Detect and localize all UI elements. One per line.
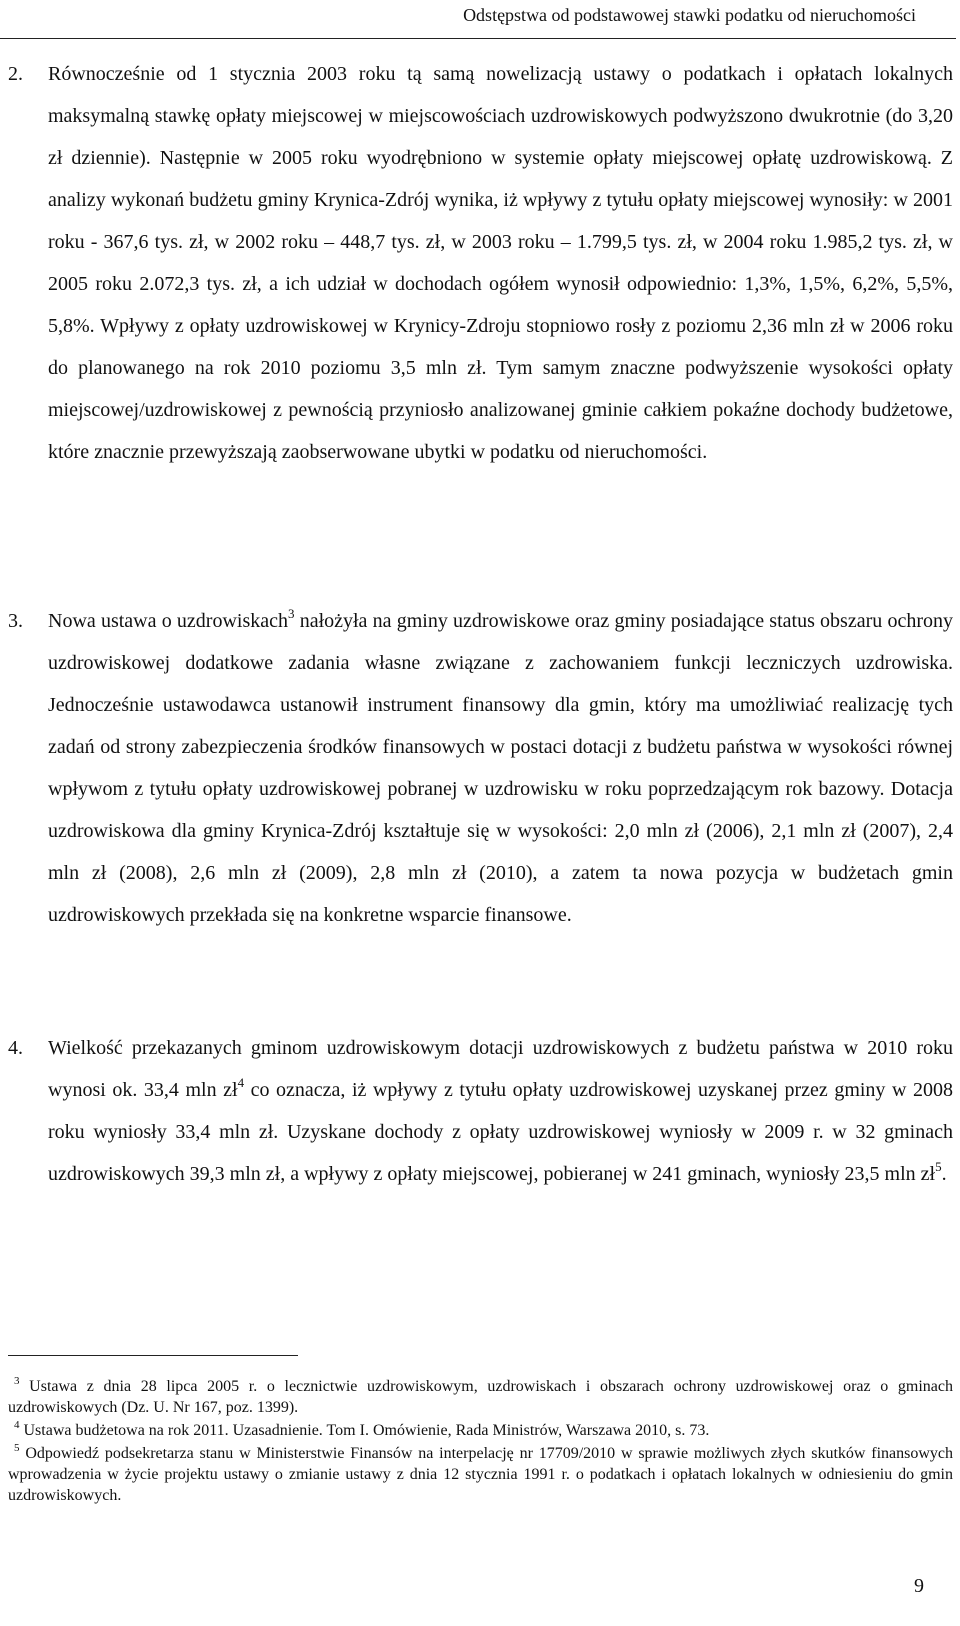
footnote-number: 5 (14, 1442, 20, 1454)
footnote-number: 3 (14, 1375, 20, 1387)
item-number: 3. (8, 610, 23, 632)
footnote-text: Ustawa budżetowa na rok 2011. Uzasadnienie. Tom I. Omówienie, Rada Ministrów, Warszawa 2010, s. 73. (23, 1422, 710, 1439)
footnote-ref-4[interactable]: 4 (237, 1075, 245, 1090)
list-item-4 (8, 1027, 953, 1195)
item-body (48, 600, 953, 936)
item-text: Równocześnie od 1 stycznia 2003 roku tą samą nowelizacją ustawy o podatkach i opłatach lokalnych maksymalną stawkę opłaty miejscowej w miejscowościach uzdrowiskowych podwyższono dwukrotnie (do 3,20 zł dziennie). Następnie w 2005 roku wyodrębniono w systemie opłaty miejscowej opłatę uzdrowiskową. Z analizy wykonań budżetu gminy Krynica-Zdrój wynika, iż wpływy z tytułu opłaty miejscowej wynosiły: w 2001 roku - 367,6 tys. zł, w 2002 roku – 448,7 tys. zł, w 2003 roku – 1.799,5 tys. zł, w 2004 roku 1.985,2 tys. zł, w 2005 roku 2.072,3 tys. zł, a ich udział w dochodach ogółem wynosił odpowiednio: 1,3%, 1,5%, 6,2%, 5,5%, 5,8%. Wpływy z opłaty uzdrowiskowej w Krynicy-Zdroju stopniowo rosły z poziomu 2,36 mln zł w 2006 roku do planowanego na rok 2010 poziomu 3,5 mln zł. Tym samym znaczne podwyższenie wysokości opłaty miejscowej/uzdrowiskowej z pewnością przyniosło analizowanej gminie całkiem pokaźne dochody budżetowe, które znacznie przewyższają zaobserwowane ubytki w podatku od nieruchomości. (48, 63, 953, 463)
item-number: 2. (8, 63, 23, 85)
list-item-2 (8, 53, 953, 473)
footnote-4 (8, 1420, 953, 1441)
footnote-3 (8, 1376, 953, 1418)
page-number: 9 (914, 1575, 924, 1597)
footnote-5 (8, 1443, 953, 1506)
item-text: co oznacza, iż wpływy z tytułu opłaty uzdrowiskowej uzyskanej przez gminy w 2008 roku wyniosły 33,4 mln zł. Uzyskane dochody z opłaty uzdrowiskowej wyniosły w 2009 r. w 32 gminach uzdrowiskowych 39,3 mln zł, a wpływy z opłaty miejscowej, pobieranej w 241 gminach, wyniosły 23,5 mln zł (48, 1079, 953, 1185)
item-text: . (941, 1163, 947, 1185)
footnote-ref-3[interactable]: 3 (287, 606, 295, 621)
footnote-separator (8, 1355, 298, 1356)
item-body (48, 1027, 953, 1195)
item-text: Wielkość przekazanych gminom uzdrowiskowym dotacji uzdrowiskowych z budżetu państwa w 2010 roku wynosi ok. 33,4 mln zł (48, 1037, 953, 1101)
footnote-ref-5[interactable]: 5 (935, 1159, 942, 1174)
item-text: Nowa ustawa o uzdrowiskach (48, 610, 288, 632)
running-title: Odstępstwa od podstawowej stawki podatku od nieruchomości (463, 5, 916, 25)
list-item-3 (8, 600, 953, 936)
footnote-number: 4 (14, 1419, 20, 1431)
footnote-text: Ustawa z dnia 28 lipca 2005 r. o lecznictwie uzdrowiskowym, uzdrowiskach i obszarach ochrony uzdrowiskowej oraz o gminach uzdrowiskowych (Dz. U. Nr 167, poz. 1399). (8, 1378, 954, 1416)
item-number: 4. (8, 1037, 23, 1059)
item-text: nałożyła na gminy uzdrowiskowe oraz gminy posiadające status obszaru ochrony uzdrowiskowej dodatkowe zadania własne związane z zachowaniem funkcji leczniczych uzdrowiska. Jednocześnie ustawodawca ustanowił instrument finansowy dla gmin, który ma umożliwiać realizację tych zadań od strony zabezpieczenia środków finansowych w postaci dotacji z budżetu państwa w wysokości równej wpływom z tytułu opłaty uzdrowiskowej pobranej w uzdrowisku w roku poprzedzającym rok bazowy. Dotacja uzdrowiskowa dla gminy Krynica-Zdrój kształtuje się w wysokości: 2,0 mln zł (2006), 2,1 mln zł (2007), 2,4 mln zł (2008), 2,6 mln zł (2009), 2,8 mln zł (2010), a zatem ta nowa pozycja w budżetach gmin uzdrowiskowych przekłada się na konkretne wsparcie finansowe. (48, 610, 953, 926)
running-header (0, 0, 956, 39)
footnote-text: Odpowiedź podsekretarza stanu w Ministerstwie Finansów na interpelację nr 17709/2010 w sprawie możliwych złych skutków finansowych wprowadzenia w życie projektu ustawy o zmianie ustawy z dnia 12 stycznia 1991 r. o podatkach i opłatach lokalnych w odniesieniu do gmin uzdrowiskowych. (8, 1445, 954, 1504)
